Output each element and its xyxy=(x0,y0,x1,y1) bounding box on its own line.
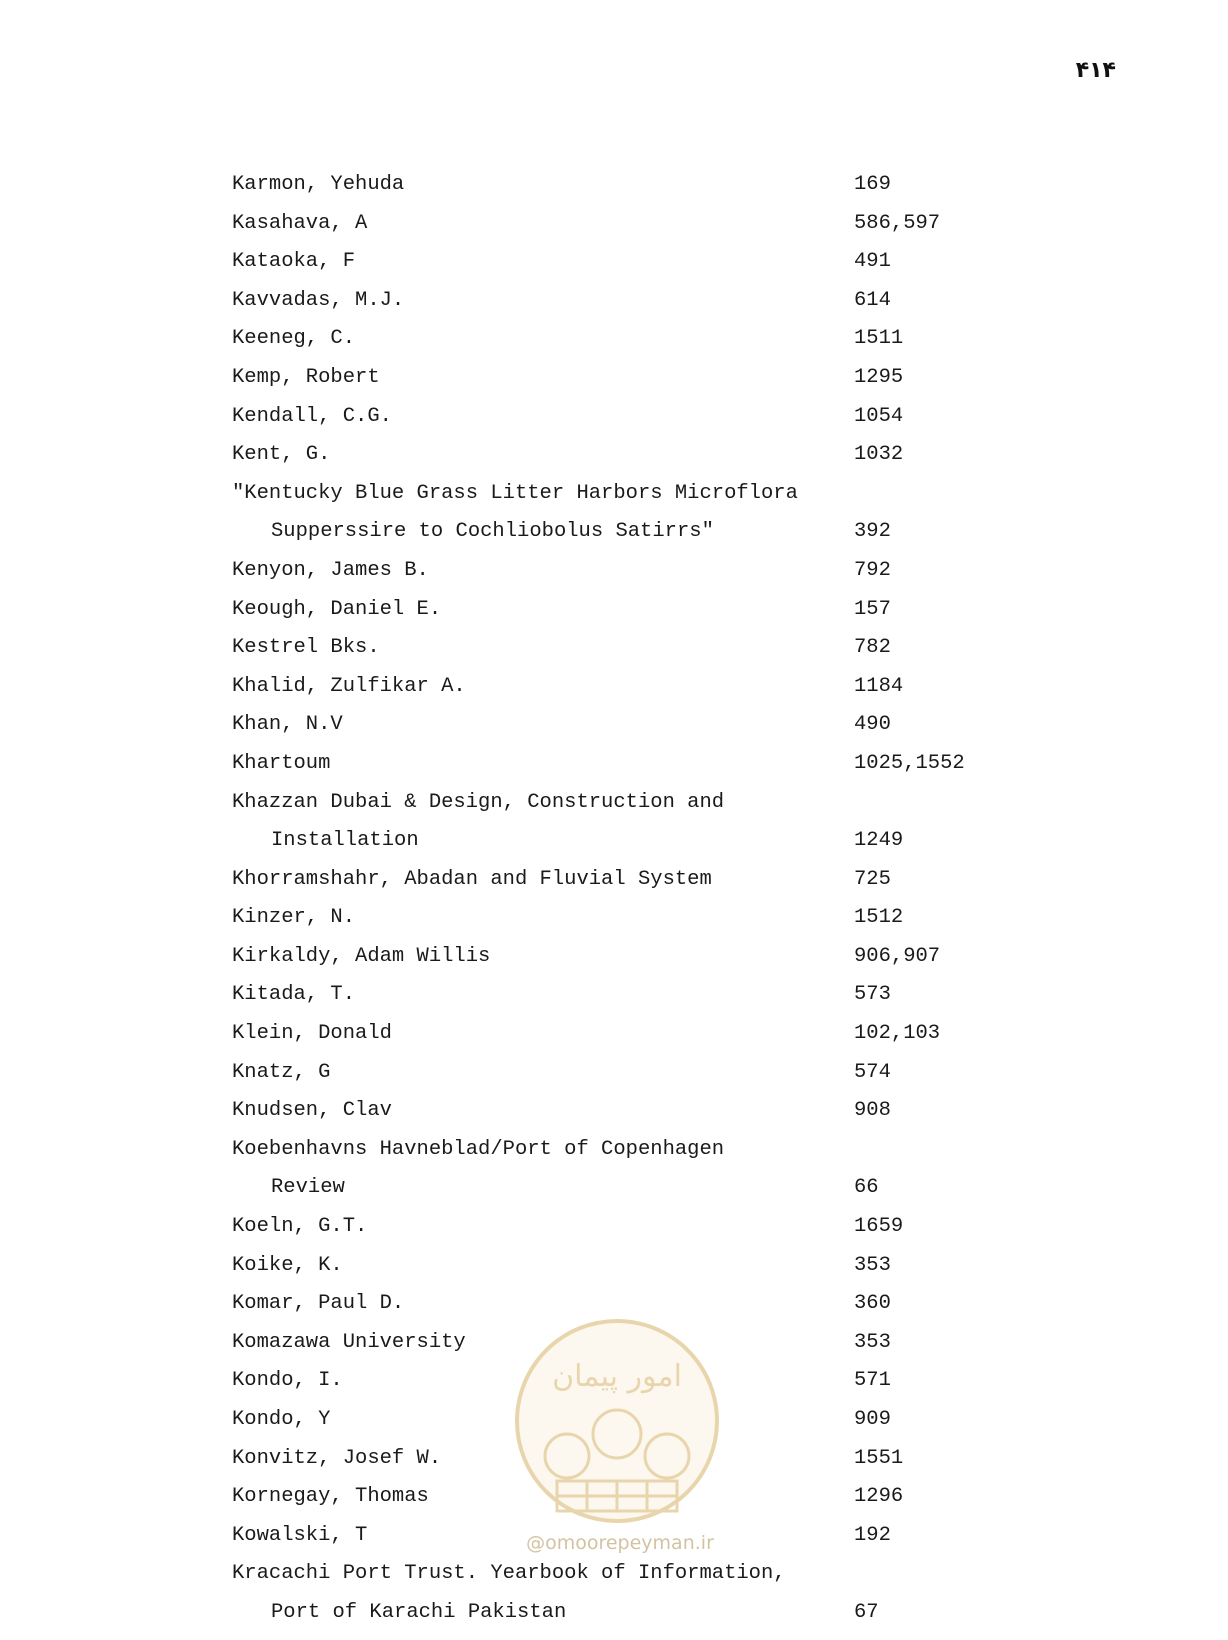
entry-pages: 586,597 xyxy=(854,211,941,235)
index-entry xyxy=(232,1054,1032,1093)
entry-name: Supperssire to Cochliobolus Satirrs" xyxy=(271,520,714,544)
index-entry xyxy=(232,976,1032,1015)
index-entry xyxy=(232,822,1032,861)
entry-pages: 1512 xyxy=(854,906,904,930)
entry-pages: 792 xyxy=(854,558,891,582)
entry-name: "Kentucky Blue Grass Litter Harbors Microflora xyxy=(232,481,798,505)
entry-name: Klein, Donald xyxy=(232,1022,392,1046)
entry-name: Kestrel Bks. xyxy=(232,636,380,660)
watermark-url: @omoorepeyman.ir xyxy=(526,1532,714,1554)
entry-name: Koebenhavns Havneblad/Port of Copenhagen xyxy=(232,1137,725,1161)
entry-name: Konvitz, Josef W. xyxy=(232,1446,442,1470)
index-entry xyxy=(232,398,1032,437)
entry-pages: 353 xyxy=(854,1253,891,1277)
entry-pages: 169 xyxy=(854,173,891,196)
entry-pages: 1551 xyxy=(854,1446,904,1470)
index-entry xyxy=(232,706,1032,745)
entry-name: Karmon, Yehuda xyxy=(232,173,405,196)
index-entry xyxy=(232,899,1032,938)
entry-pages: 573 xyxy=(854,983,891,1007)
entry-pages: 353 xyxy=(854,1330,891,1354)
entry-pages: 491 xyxy=(854,250,891,274)
watermark-logo-text: امور پیمان xyxy=(552,1359,682,1394)
entry-pages: 67 xyxy=(854,1600,879,1624)
entry-pages: 1249 xyxy=(854,829,904,853)
entry-name: Kemp, Robert xyxy=(232,365,380,389)
entry-pages: 66 xyxy=(854,1176,879,1200)
entry-name: Kracachi Port Trust. Yearbook of Information, xyxy=(232,1562,786,1586)
entry-name: Khartoum xyxy=(232,751,331,775)
entry-name: Kenyon, James B. xyxy=(232,558,429,582)
index-entry xyxy=(232,282,1032,321)
index-entry xyxy=(232,745,1032,784)
index-entry xyxy=(232,1092,1032,1131)
entry-name: Kowalski, T xyxy=(232,1523,368,1547)
entry-name: Kinzer, N. xyxy=(232,906,356,930)
entry-pages: 571 xyxy=(854,1369,891,1393)
entry-pages: 1511 xyxy=(854,327,904,351)
entry-pages: 908 xyxy=(854,1099,891,1123)
entry-pages: 725 xyxy=(854,867,891,891)
entry-pages: 906,907 xyxy=(854,944,941,968)
entry-pages: 490 xyxy=(854,713,891,737)
index-entry xyxy=(232,1594,1032,1633)
entry-pages: 1025,1552 xyxy=(854,751,965,775)
page-number: ۴۱۴ xyxy=(1075,58,1116,83)
entry-pages: 102,103 xyxy=(854,1022,941,1046)
entry-pages: 1295 xyxy=(854,365,904,389)
entry-name: Kondo, I. xyxy=(232,1369,343,1393)
entry-name: Kendall, C.G. xyxy=(232,404,392,428)
index-entry xyxy=(232,1015,1032,1054)
index-entry xyxy=(232,784,1032,823)
entry-pages: 909 xyxy=(854,1408,891,1431)
entry-name: Kondo, Y xyxy=(232,1408,331,1431)
entry-name: Kasahava, A xyxy=(232,211,368,235)
entry-name: Koike, K. xyxy=(232,1253,343,1277)
index-entry xyxy=(232,359,1032,398)
index-entry xyxy=(232,591,1032,630)
entry-name: Komar, Paul D. xyxy=(232,1292,405,1316)
index-entry xyxy=(232,475,1032,514)
entry-name: Khalid, Zulfikar A. xyxy=(232,674,466,698)
entry-pages: 360 xyxy=(854,1292,891,1316)
entry-name: Review xyxy=(271,1176,345,1200)
entry-pages: 574 xyxy=(854,1060,891,1084)
index-entry xyxy=(232,243,1032,282)
index-entry xyxy=(232,1169,1032,1208)
entry-name: Knatz, G xyxy=(232,1060,331,1084)
index-entry xyxy=(232,1247,1032,1286)
entry-pages: 782 xyxy=(854,636,891,660)
entry-name: Port of Karachi Pakistan xyxy=(271,1600,567,1624)
entry-name: Keough, Daniel E. xyxy=(232,597,442,621)
index-entry xyxy=(232,629,1032,668)
entry-name: Kavvadas, M.J. xyxy=(232,288,405,312)
index-entry xyxy=(232,552,1032,591)
index-entry xyxy=(232,1208,1032,1247)
entry-name: Kataoka, F xyxy=(232,250,356,274)
entry-pages: 614 xyxy=(854,288,891,312)
index-entry xyxy=(232,1131,1032,1170)
entry-pages: 1184 xyxy=(854,674,904,698)
entry-name: Koeln, G.T. xyxy=(232,1215,368,1239)
index-entry xyxy=(232,166,1032,205)
index-entry xyxy=(232,861,1032,900)
index-entry xyxy=(232,668,1032,707)
entry-pages: 392 xyxy=(854,520,891,544)
entry-pages: 157 xyxy=(854,597,891,621)
entry-name: Kent, G. xyxy=(232,443,331,467)
entry-name: Kornegay, Thomas xyxy=(232,1485,429,1509)
index-entry xyxy=(232,436,1032,475)
entry-name: Knudsen, Clav xyxy=(232,1099,392,1123)
entry-pages: 1659 xyxy=(854,1215,904,1239)
entry-name: Komazawa University xyxy=(232,1330,466,1354)
index-entry xyxy=(232,205,1032,244)
entry-pages: 192 xyxy=(854,1523,891,1547)
entry-name: Khorramshahr, Abadan and Fluvial System xyxy=(232,867,712,891)
index-entry xyxy=(232,938,1032,977)
index-entry xyxy=(232,320,1032,359)
entry-pages: 1296 xyxy=(854,1485,904,1509)
index-entry xyxy=(232,1555,1032,1594)
entry-name: Khazzan Dubai & Design, Construction and xyxy=(232,790,725,814)
entry-name: Keeneg, C. xyxy=(232,327,356,351)
entry-name: Installation xyxy=(271,829,419,853)
watermark-logo xyxy=(512,1316,722,1526)
entry-pages: 1032 xyxy=(854,443,904,467)
index-entry xyxy=(232,513,1032,552)
entry-name: Kirkaldy, Adam Willis xyxy=(232,944,491,968)
entry-pages: 1054 xyxy=(854,404,904,428)
entry-name: Khan, N.V xyxy=(232,713,343,737)
entry-name: Kitada, T. xyxy=(232,983,356,1007)
